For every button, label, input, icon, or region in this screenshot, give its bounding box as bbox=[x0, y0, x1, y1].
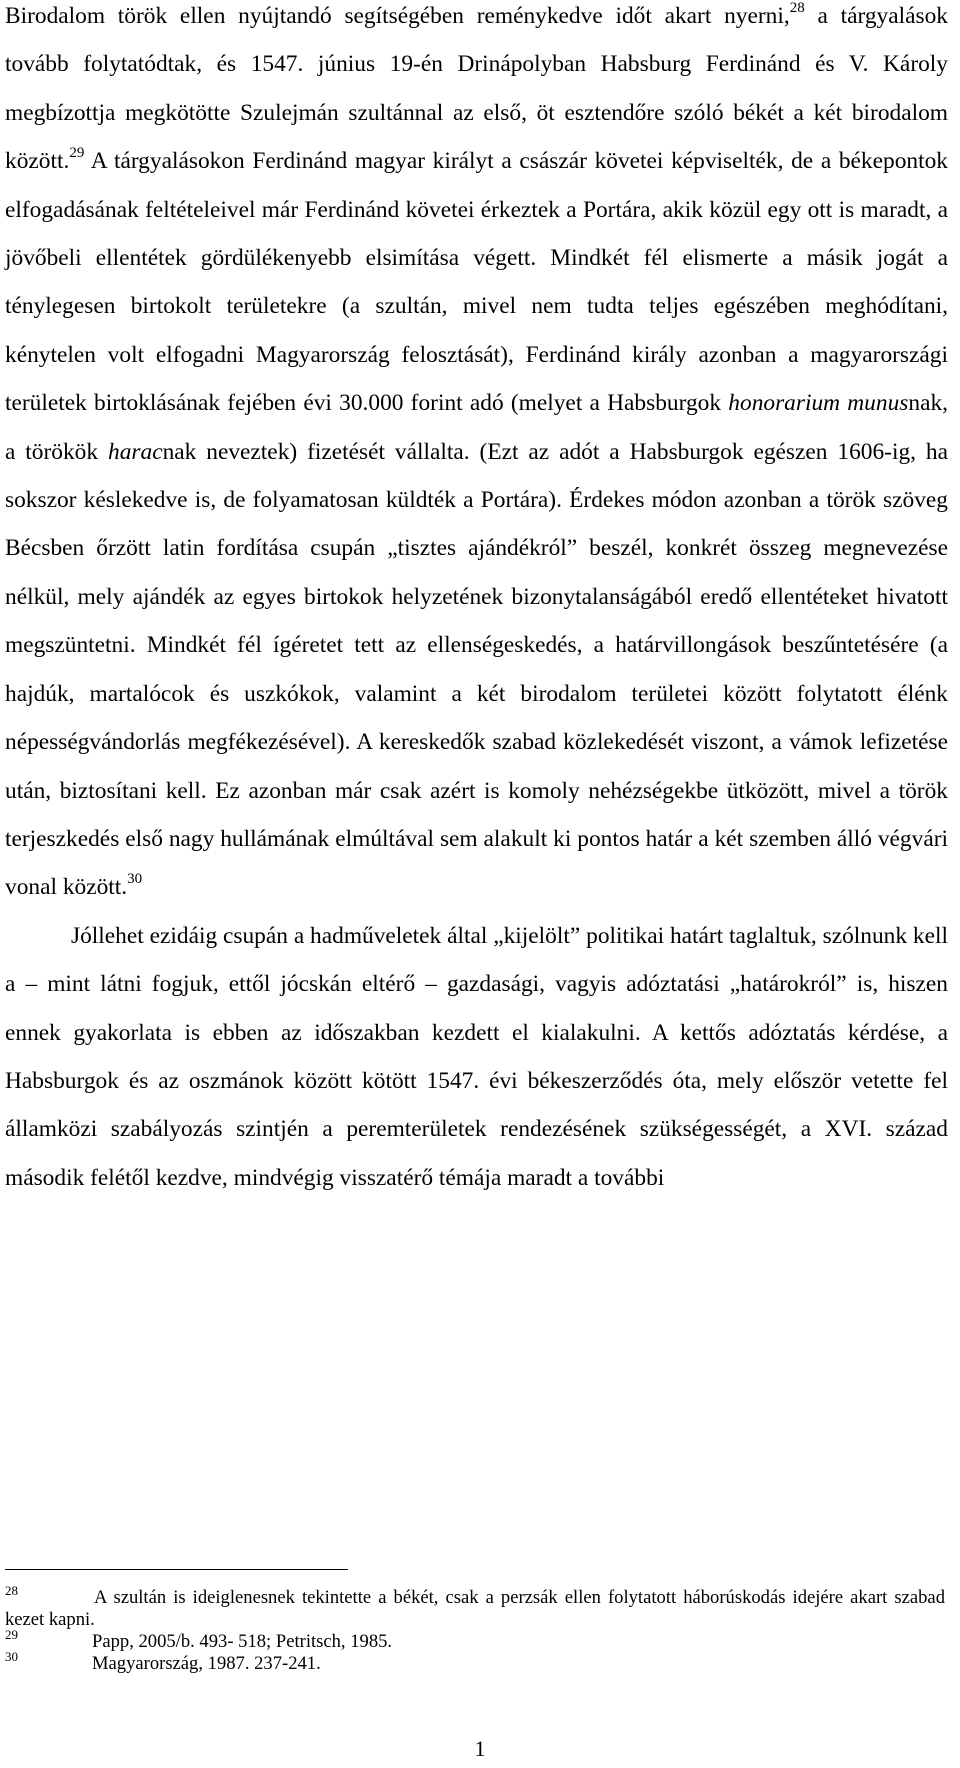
footnote-ref-29[interactable]: 29 bbox=[69, 145, 85, 162]
footnote-separator bbox=[5, 1569, 348, 1570]
paragraph-1-text-a: Birodalom török ellen nyújtandó segítségében reménykedve időt akart nyerni, bbox=[5, 3, 790, 29]
footnote-ref-30[interactable]: 30 bbox=[127, 871, 143, 888]
paragraph-1-text-b: a tárgyalások tovább folytatódtak, és 1547. június 19-én Drinápolyban Habsburg Ferdinánd és V. Károly megbízottja megkötötte Szulejmán szultánnal az első, öt esztendőre szóló békét a két birodalom között. bbox=[5, 3, 948, 175]
paragraph-1-text-d: nak, a törökök bbox=[5, 390, 948, 465]
italic-term-honorarium-munus: honorarium munus bbox=[728, 390, 909, 417]
italic-term-harac: harac bbox=[108, 438, 163, 465]
footnote-ref-28[interactable]: 28 bbox=[789, 0, 805, 16]
footnotes bbox=[5, 1583, 945, 1675]
paragraph-1-text-e: nak neveztek) fizetését vállalta. (Ezt az adót a Habsburgok egészen 1606-ig, ha sokszor késlekedve is, de folyamatosan küldték a Portára). Érdekes módon azonban a török szöveg Bécsben őrzött latin fordítása csupán „tisztes ajándékról” beszél, konkrét összeg megnevezése nélkül, mely ajándék az egyes birtokok helyzetének bizonytalanságából eredő ellentéteket hivatott megszüntetni. Mindkét fél ígéretet tett az ellenségeskedés, a határvillongások beszűntetésére (a hajdúk, martalócok és uszkókok, valamint a két birodalom területei között folytatott élénk népességvándorlás megfékezésével). A kereskedők szabad közlekedését viszont, a vámok lefizetése után, biztosítani kell. Ez azonban már csak azért is komoly nehézségekbe ütközött, mivel a török terjeszkedés első nagy hullámának elmúltával sem alakult ki pontos határ a két szemben álló végvári vonal között. bbox=[5, 438, 948, 901]
footnote-text: A szultán is ideiglenesnek tekintette a békét, csak a perzsák ellen folytatott háborúskodás idejére akart szabad kezet kapni. bbox=[5, 1587, 945, 1630]
page-number: 1 bbox=[474, 1736, 486, 1761]
footnote-30: $^{30}$ Magyarország, 1987. 237-241. bbox=[5, 1649, 321, 1674]
paragraph-2: Jóllehet ezidáig csupán a hadműveletek által „kijelölt” politikai határt taglaltuk, szólnunk kell a – mint látni fogjuk, ettől jócskán eltérő – gazdasági, vagyis adóztatási „határokról” is, hiszen ennek gyakorlata is ebben az időszakban kezdett el kialakulni. A kettős adóztatás kérdése, a Habsburgok és az oszmánok között kötött 1547. évi békeszerződés óta, mely először vetette fel államközi szabályozás szintjén a peremterületek rendezésének szükségességét, a XVI. század második felétől kezdve, mindvégig visszatérő témája maradt a további bbox=[5, 922, 948, 1191]
paragraph-1 bbox=[5, 0, 948, 912]
body-text bbox=[5, 0, 948, 1202]
footnote-text: Magyarország, 1987. 237-241. bbox=[92, 1653, 321, 1674]
footnote-number: 28 bbox=[5, 1583, 18, 1598]
paragraph-1-text-c: A tárgyalásokon Ferdinánd magyar királyt a császár követei képviselték, de a békepontok elfogadásának feltételeivel már Ferdinánd követei érkeztek a Portára, akik közül egy ott is maradt, a jövőbeli ellentétek gördülékenyebb elsimítása végett. Mindkét fél elismerte a másik jogát a ténylegesen birtokolt területekre (a szultán, mivel nem tudta teljes egészében meghódítani, kénytelen volt elfogadni Magyarország felosztását), Ferdinánd király azonban a magyarországi területek birtoklásának fejében évi 30.000 forint adó (melyet a Habsburgok bbox=[5, 148, 948, 417]
footnote-text: Papp, 2005/b. 493- 518; Petritsch, 1985. bbox=[92, 1631, 393, 1652]
footnote-28 bbox=[5, 1583, 945, 1631]
footnote-29: $^{29}$ Papp, 2005/b. 493- 518; Petritsch, 1985. bbox=[5, 1627, 393, 1652]
